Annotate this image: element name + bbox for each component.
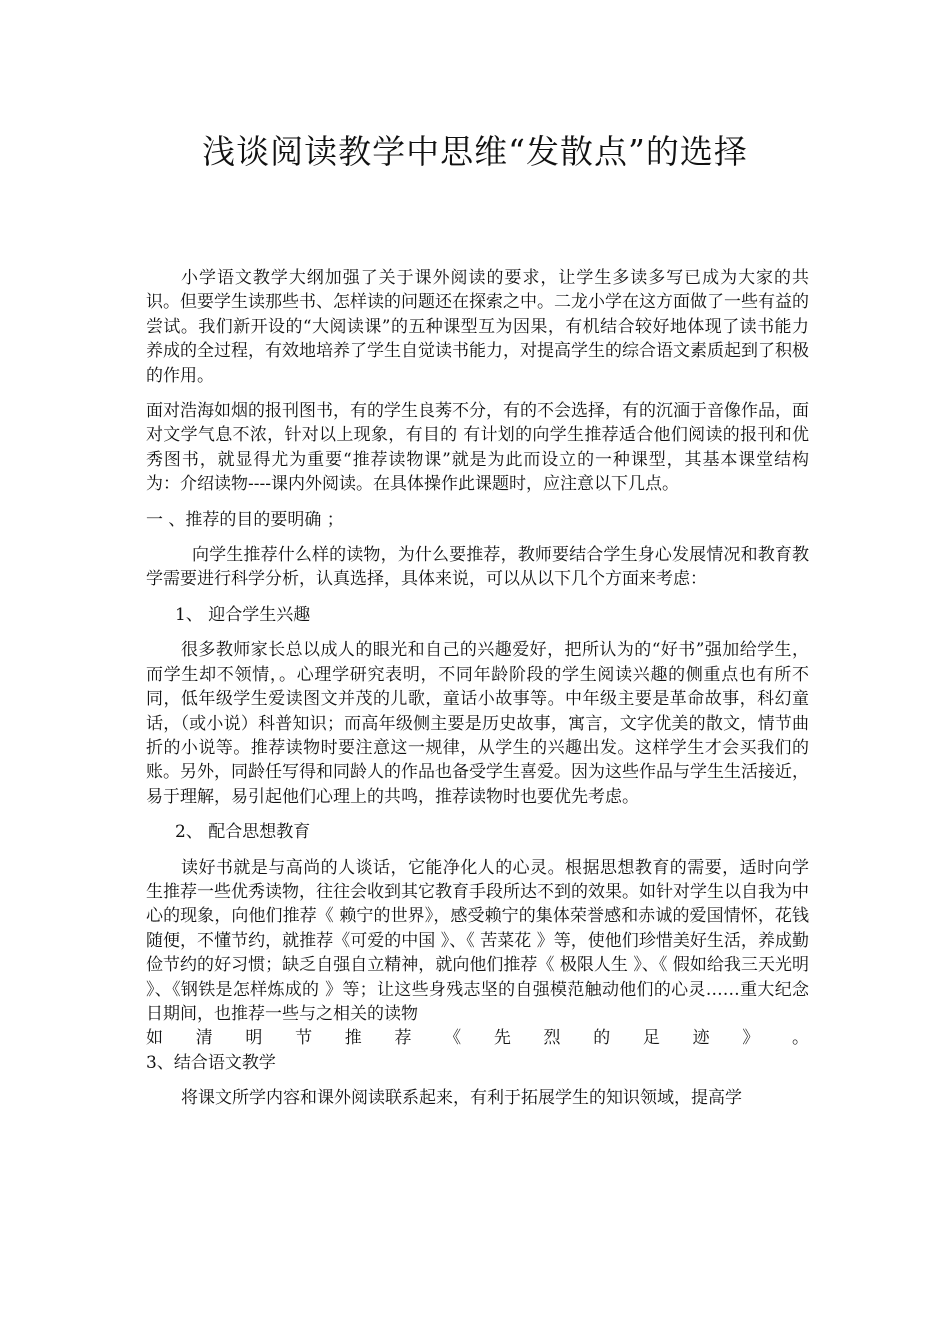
- paragraph-interest: 很多教师家长总以成人的眼光和自己的兴趣爱好，把所认为的“好书”强加给学生，而学生却不领情，。心理学研究表明，不同年龄阶段的学生阅读兴趣的侧重点也有所不同，低年级学生爱读图文并茂的儿歌，童话小故事等。中年级主要是革命故事，科幻童话，（或小说）科普知识；而高年级侧主要是历史故事，寓言，文字优美的散文，情节曲折的小说等。推荐读物时要注意这一规律，从学生的兴趣出发。这样学生才会买我们的账。另外，同龄任写得和同龄人的作品也备受学生喜爱。因为这些作品与学生生活接近，易于理解，易引起他们心理上的共鸣，推荐读物时也要优先考虑。: [146, 640, 809, 807]
- spread-char: 。: [791, 1028, 809, 1049]
- justified-last-line: [146, 1026, 809, 1050]
- spread-char: 清: [195, 1028, 213, 1049]
- spread-char: 节: [295, 1028, 313, 1049]
- spread-char: 足: [642, 1028, 660, 1049]
- subheading-moral-education: 2、 配合思想教育: [175, 822, 311, 843]
- paragraph-purpose: 向学生推荐什么样的读物，为什么要推荐，教师要结合学生身心发展情况和教育教学需要进行科学分析，认真选择，具体来说，可以从以下几个方面来考虑：: [146, 545, 809, 590]
- paragraph-moral-education: 读好书就是与高尚的人谈话，它能净化人的心灵。根据思想教育的需要，适时向学生推荐一些优秀读物，往往会收到其它教育手段所达不到的效果。如针对学生以自我为中心的现象，向他们推荐《 赖宁的世界》，感受赖宁的集体荣誉感和赤诚的爱国情怀，花钱随便，不懂节约，就推荐《可爱的中国 》、《 苦菜花 》等，使他们珍惜美好生活，养成勤俭节约的好习惯；缺乏自强自立精神，就向他们推荐《 极限人生 》、《 假如给我三天光明 》、《钢铁是怎样炼成的 》等；让这些身残志坚的自强模范触动他们的心灵……重大纪念日期间，也推荐一些与之相关的读物: [146, 857, 809, 1024]
- document-title: 浅谈阅读教学中思维“发散点”的选择: [202, 132, 748, 171]
- spread-char: 明: [245, 1028, 263, 1049]
- section-heading-purpose: 一 、推荐的目的要明确 ；: [146, 509, 344, 530]
- subheading-interest: 1、 迎合学生兴趣: [175, 604, 311, 625]
- spread-char: 的: [593, 1028, 611, 1049]
- paragraph-chinese-teaching: 将课文所学内容和课外阅读联系起来，有利于拓展学生的知识领域，提高学: [181, 1088, 742, 1109]
- spread-char: 推: [344, 1028, 362, 1049]
- paragraph-intro: 小学语文教学大纲加强了关于课外阅读的要求，让学生多读多写已成为大家的共识。但要学生读那些书、怎样读的问题还在探索之中。二龙小学在这方面做了一些有益的尝试。我们新开设的“大阅读课”的五种课型互为因果，有机结合较好地体现了读书能力养成的全过程，有效地培养了学生自觉读书能力，对提高学生的综合语文素质起到了积极的作用。: [146, 268, 809, 386]
- subheading-chinese-teaching: 3、结合语文教学: [146, 1052, 276, 1073]
- spread-char: 先: [493, 1028, 511, 1049]
- spread-char: 烈: [543, 1028, 561, 1049]
- paragraph-reading-materials: 面对浩海如烟的报刊图书，有的学生良莠不分，有的不会选择，有的沉湎于音像作品，面对文学气息不浓，针对以上现象，有目的 有计划的向学生推荐适合他们阅读的报刊和优秀图书，就显得尤为重要“推荐读物课”就是为此而设立的一种课型，其基本课堂结构为：介绍读物----课内外阅读。在具体操作此课题时，应注意以下几点。: [146, 401, 809, 495]
- spread-char: 如: [146, 1028, 163, 1049]
- spread-char: 迹: [692, 1028, 710, 1049]
- spread-char: 》: [742, 1028, 760, 1049]
- spread-char: 《: [444, 1028, 462, 1049]
- spread-char: 荐: [394, 1028, 412, 1049]
- document-body: [146, 266, 809, 1122]
